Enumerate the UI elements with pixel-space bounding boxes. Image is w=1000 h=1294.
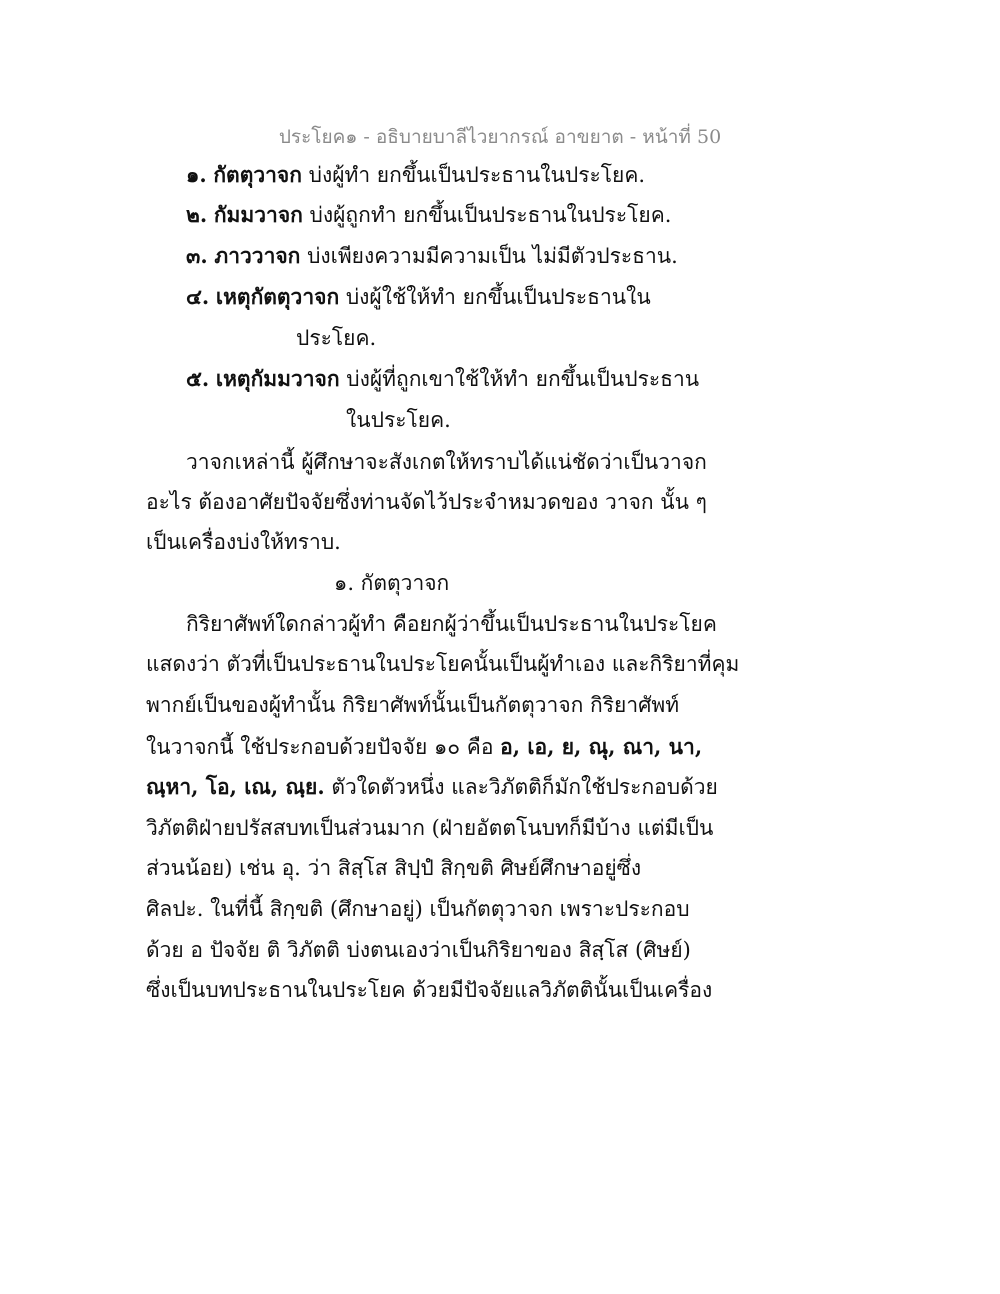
voice-item-description: บ่งผู้ทำ ยกขึ้นเป็นประธานในประโยค. [301,163,646,187]
voice-item-description: บ่งเพียงความมีความเป็น ไม่มีตัวประธาน. [300,244,678,268]
voice-item-5-continuation: ในประโยค. [346,408,451,432]
intro-paragraph-line: เป็นเครื่องบ่งให้ทราบ. [146,530,341,554]
intro-paragraph-line: วาจกเหล่านี้ ผู้ศึกษาจะสังเกตให้ทราบได้แน่ชัดว่าเป็นวาจก [186,450,707,474]
body-line-text: ตัวใดตัวหนึ่ง และวิภัตติก็มักใช้ประกอบด้วย [324,775,718,799]
voice-item-4 [186,284,651,310]
voice-item-term: กัมมวาจก [213,202,303,227]
voice-item-description: บ่งผู้ที่ถูกเขาใช้ให้ทำ ยกขึ้นเป็นประธาน [339,367,700,391]
voice-item-3 [186,243,678,269]
voice-item-number: ๓. [186,243,208,268]
suffix-list: อ, เอ, ย, ณุ, ณา, นา, [500,734,703,759]
body-line-suffix-list [146,734,702,760]
voice-item-2 [186,202,671,228]
suffix-list: ณฺหา, โอ, เณ, ณฺย. [146,774,325,799]
body-line-text: ในวาจกนี้ ใช้ประกอบด้วยปัจจัย ๑๐ คือ [146,735,501,759]
body-line: แสดงว่า ตัวที่เป็นประธานในประโยคนั้นเป็นผู้ทำเอง และกิริยาที่คุม [146,652,740,676]
voice-item-number: ๒. [186,202,208,227]
intro-paragraph-line: อะไร ต้องอาศัยปัจจัยซึ่งท่านจัดไว้ประจำหมวดของ วาจก นั้น ๆ [146,490,707,514]
body-line: ด้วย อ ปัจจัย ติ วิภัตติ บ่งตนเองว่าเป็นกิริยาของ สิสฺโส (ศิษย์) [146,938,691,962]
body-line: ศิลปะ. ในที่นี้ สิกฺขติ (ศึกษาอยู่) เป็นกัตตุวาจก เพราะประกอบ [146,897,690,921]
running-header: ประโยค๑ - อธิบายบาลีไวยากรณ์ อาขยาต - หน้าที่ 50 [278,126,722,148]
voice-item-1 [186,162,645,188]
voice-item-4-continuation: ประโยค. [296,326,377,350]
voice-item-number: ๑. [186,162,207,187]
voice-item-term: เหตุกัมมวาจก [215,366,340,391]
body-line: พากย์เป็นของผู้ทำนั้น กิริยาศัพท์นั้นเป็นกัตตุวาจก กิริยาศัพท์ [146,693,680,717]
voice-item-term: ภาววาจก [214,243,301,268]
voice-item-description: บ่งผู้ใช้ให้ทำ ยกขึ้นเป็นประธานใน [339,285,651,309]
body-line: กิริยาศัพท์ใดกล่าวผู้ทำ คือยกผู้ว่าขึ้นเป็นประธานในประโยค [186,612,717,636]
voice-item-term: กัตตุวาจก [213,162,302,187]
voice-item-5 [186,366,699,392]
body-line-suffix-list-cont [146,774,718,800]
body-line: วิภัตติฝ่ายปรัสสบทเป็นส่วนมาก (ฝ่ายอัตตโนบทก็มีบ้าง แต่มีเป็น [146,816,714,840]
voice-item-number: ๔. [186,284,210,309]
voice-item-description: บ่งผู้ถูกทำ ยกขึ้นเป็นประธานในประโยค. [302,203,672,227]
voice-item-number: ๕. [186,366,210,391]
body-line: ซึ่งเป็นบทประธานในประโยค ด้วยมีปัจจัยแลวิภัตตินั้นเป็นเครื่อง [146,978,713,1002]
voice-item-term: เหตุกัตตุวาจก [215,284,340,309]
section-heading: ๑. กัตตุวาจก [334,571,450,595]
body-line: ส่วนน้อย) เช่น อุ. ว่า สิสฺโส สิปฺปํ สิกฺขติ ศิษย์ศึกษาอยู่ซึ่ง [146,856,642,880]
